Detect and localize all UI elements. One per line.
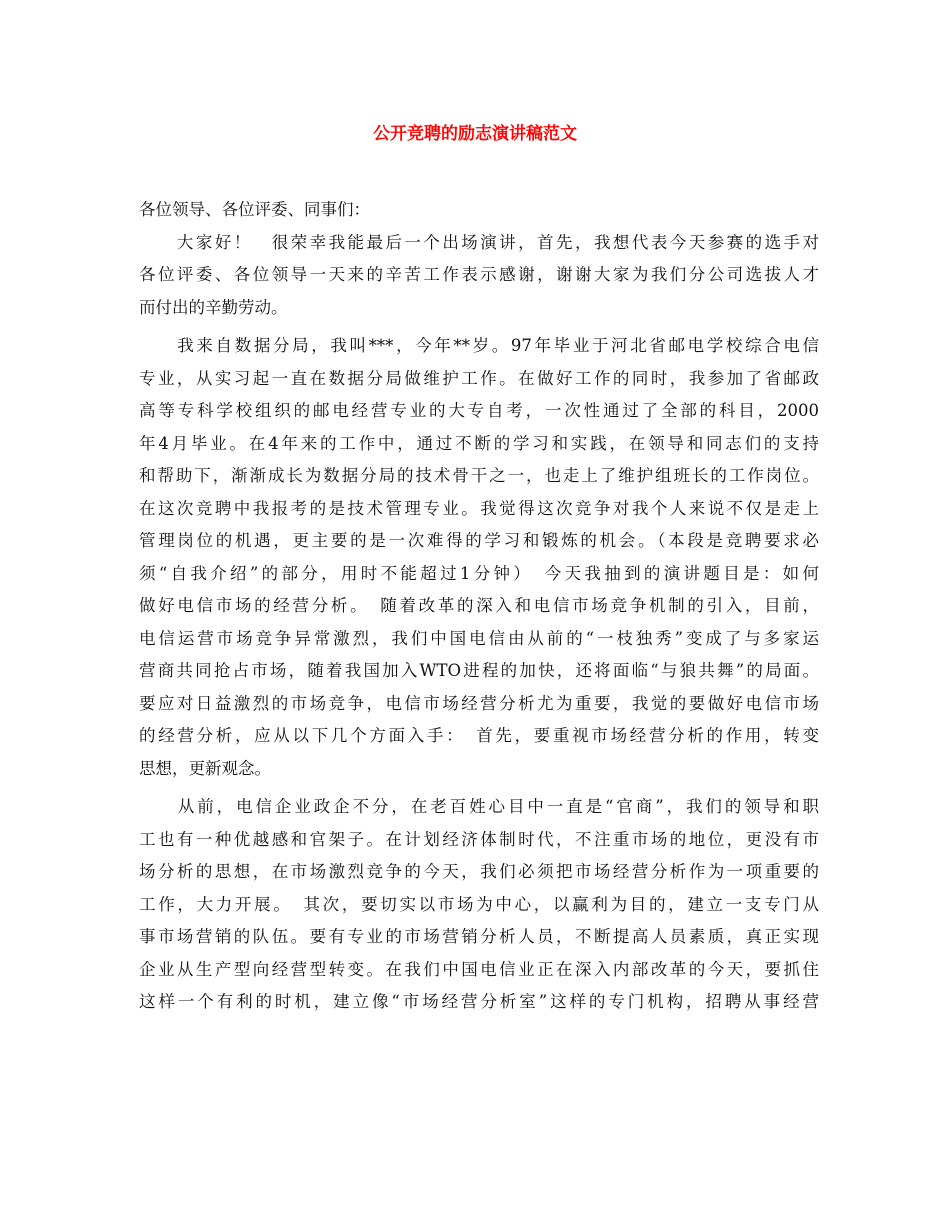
text-line: 专业，从实习起一直在数据分局做维护工作。在做好工作的同时，我参加了省邮政	[139, 368, 819, 388]
document-title: 公开竞聘的励志演讲稿范文	[373, 124, 577, 144]
text-line: 场分析的思想，在市场激烈竞争的今天，我们必须把市场经营分析作为一项重要的	[139, 862, 819, 881]
text-line: 高等专科学校组织的邮电经营专业的大专自考，一次性通过了全部的科目，2000	[139, 401, 819, 420]
text-line: 在这次竞聘中我报考的是技术管理专业。我觉得这次竞争对我个人来说不仅是走上	[139, 498, 819, 518]
text-line: 工也有一种优越感和官架子。在计划经济体制时代，不注重市场的地位，更没有市	[139, 829, 819, 849]
text-line: 和帮助下，渐渐成长为数据分局的技术骨干之一，也走上了维护组班长的工作岗位。	[139, 466, 819, 485]
text-line: 企业从生产型向经营型转变。在我们中国电信业正在深入内部改革的今天，要抓住	[139, 959, 819, 979]
text-line: 管理岗位的机遇，更主要的是一次难得的学习和锻炼的机会。（本段是竞聘要求必	[139, 531, 819, 550]
text-line: 电信运营市场竞争异常激烈，我们中国电信由从前的“一枝独秀”变成了与多家运	[139, 628, 819, 648]
text-line: 做好电信市场的经营分析。 随着改革的深入和电信市场竞争机制的引入，目前，	[139, 596, 819, 615]
text-line: 要应对日益激烈的市场竞争，电信市场经营分析尤为重要，我觉的要做好电信市场	[139, 693, 819, 713]
text-line: 的经营分析，应从以下几个方面入手： 首先，要重视市场经营分析的作用，转变	[139, 726, 819, 745]
text-line: 从前，电信企业政企不分，在老百姓心目中一直是“官商”，我们的领导和职	[139, 797, 819, 816]
text-line: 这样一个有利的时机，建立像“市场经营分析室”这样的专门机构，招聘从事经营	[139, 992, 819, 1011]
text-line: 工作，大力开展。 其次，要切实以市场为中心，以赢利为目的，建立一支专门从	[139, 894, 819, 914]
text-line: 须“自我介绍”的部分，用时不能超过1分钟） 今天我抽到的演讲题目是：如何	[139, 563, 819, 583]
text-line: 营商共同抢占市场，随着我国加入WTO进程的加快，还将面临“与狼共舞”的局面。	[139, 661, 819, 680]
text-line: 我来自数据分局，我叫***，今年**岁。97年毕业于河北省邮电学校综合电信	[139, 336, 819, 355]
text-line: 思想，更新观念。	[139, 758, 271, 778]
text-line: 大家好！ 很荣幸我能最后一个出场演讲，首先，我想代表今天参赛的选手对	[139, 232, 819, 252]
document-body	[139, 194, 819, 1019]
text-line: 年4月毕业。在4年来的工作中，通过不断的学习和实践，在领导和同志们的支持	[139, 433, 819, 453]
text-line: 而付出的辛勤劳动。	[139, 297, 288, 317]
text-line: 各位领导、各位评委、同事们：	[139, 200, 370, 219]
text-line: 事市场营销的队伍。要有专业的市场营销分析人员，不断提高人员素质，真正实现	[139, 927, 819, 946]
text-line: 各位评委、各位领导一天来的辛苦工作表示感谢，谢谢大家为我们分公司选拔人才	[139, 265, 819, 284]
